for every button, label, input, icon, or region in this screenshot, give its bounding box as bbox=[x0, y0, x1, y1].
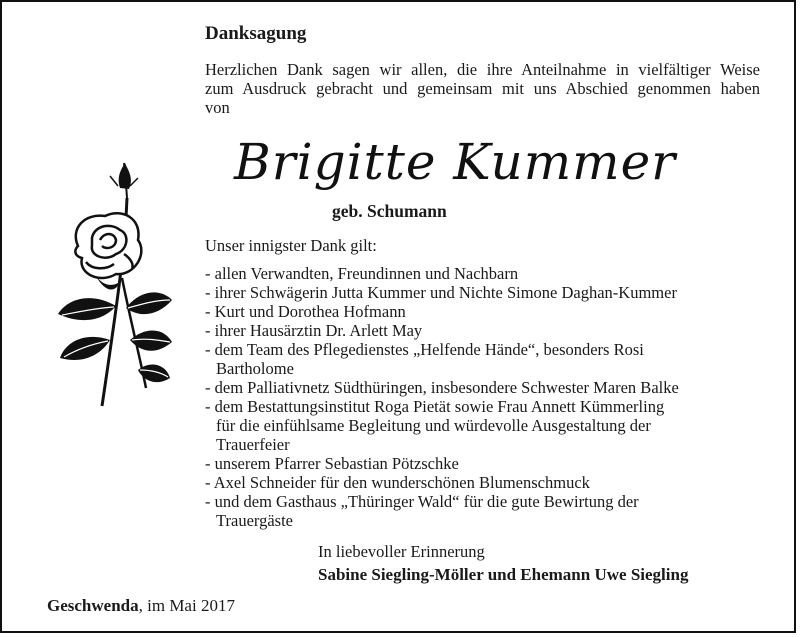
thanks-item-line: - allen Verwandten, Freundinnen und Nachbarn bbox=[205, 264, 519, 283]
thanks-item bbox=[205, 378, 765, 397]
thanks-item bbox=[205, 283, 765, 302]
thanks-lead: Unser innigster Dank gilt: bbox=[205, 236, 377, 255]
thanks-list bbox=[205, 264, 765, 530]
thanks-item-continuation: Trauerfeier bbox=[216, 435, 290, 454]
notice-title: Danksagung bbox=[205, 23, 307, 44]
thanks-item-line: - und dem Gasthaus „Thüringer Wald“ für die gute Bewirtung der bbox=[205, 492, 639, 511]
thanks-item bbox=[205, 302, 765, 321]
thanks-item bbox=[205, 492, 765, 530]
thanks-item bbox=[205, 454, 765, 473]
thanks-item-line: - dem Team des Pflegedienstes „Helfende Hände“, besonders Rosi bbox=[205, 340, 644, 359]
intro-line: zum Ausdruck gebracht und gemeinsam mit uns Abschied genommen haben bbox=[205, 79, 760, 98]
place-name: Geschwenda bbox=[47, 596, 139, 615]
thanks-item-continuation: für die einfühlsame Begleitung und würdevolle Ausgestaltung der bbox=[216, 416, 651, 435]
thanks-item-line: - dem Bestattungsinstitut Roga Pietät sowie Frau Annett Kümmerling bbox=[205, 397, 665, 416]
thanks-item bbox=[205, 321, 765, 340]
date-text: , im Mai 2017 bbox=[138, 596, 235, 615]
thanks-item bbox=[205, 340, 765, 378]
place-date bbox=[47, 596, 235, 616]
intro-line: Herzlichen Dank sagen wir allen, die ihre Anteilnahme in vielfältiger Weise bbox=[205, 60, 760, 79]
thanks-item bbox=[205, 397, 765, 454]
thanks-item bbox=[205, 473, 765, 492]
thanks-item-line: - ihrer Hausärztin Dr. Arlett May bbox=[205, 321, 423, 340]
thanks-item-line: - dem Palliativnetz Südthüringen, insbesondere Schwester Maren Balke bbox=[205, 378, 679, 397]
thanks-item-line: - ihrer Schwägerin Jutta Kummer und Nichte Simone Daghan-Kummer bbox=[205, 283, 677, 302]
thanks-item-line: - Axel Schneider für den wunderschönen Blumenschmuck bbox=[205, 473, 590, 492]
thanks-item-line: - unserem Pfarrer Sebastian Pötzschke bbox=[205, 454, 459, 473]
birth-name: geb. Schumann bbox=[332, 201, 447, 221]
intro-text bbox=[205, 60, 760, 117]
intro-line: von bbox=[205, 98, 230, 117]
thanks-item-continuation: Bartholome bbox=[216, 359, 294, 378]
memory-line: In liebevoller Erinnerung bbox=[318, 542, 485, 561]
thanks-item-continuation: Trauergäste bbox=[216, 511, 293, 530]
rose-icon bbox=[30, 158, 180, 408]
thanks-item bbox=[205, 264, 765, 283]
signers: Sabine Siegling-Möller und Ehemann Uwe Siegling bbox=[318, 565, 689, 584]
deceased-name: Brigitte Kummer bbox=[234, 133, 677, 191]
thanks-item-line: - Kurt und Dorothea Hofmann bbox=[205, 302, 406, 321]
